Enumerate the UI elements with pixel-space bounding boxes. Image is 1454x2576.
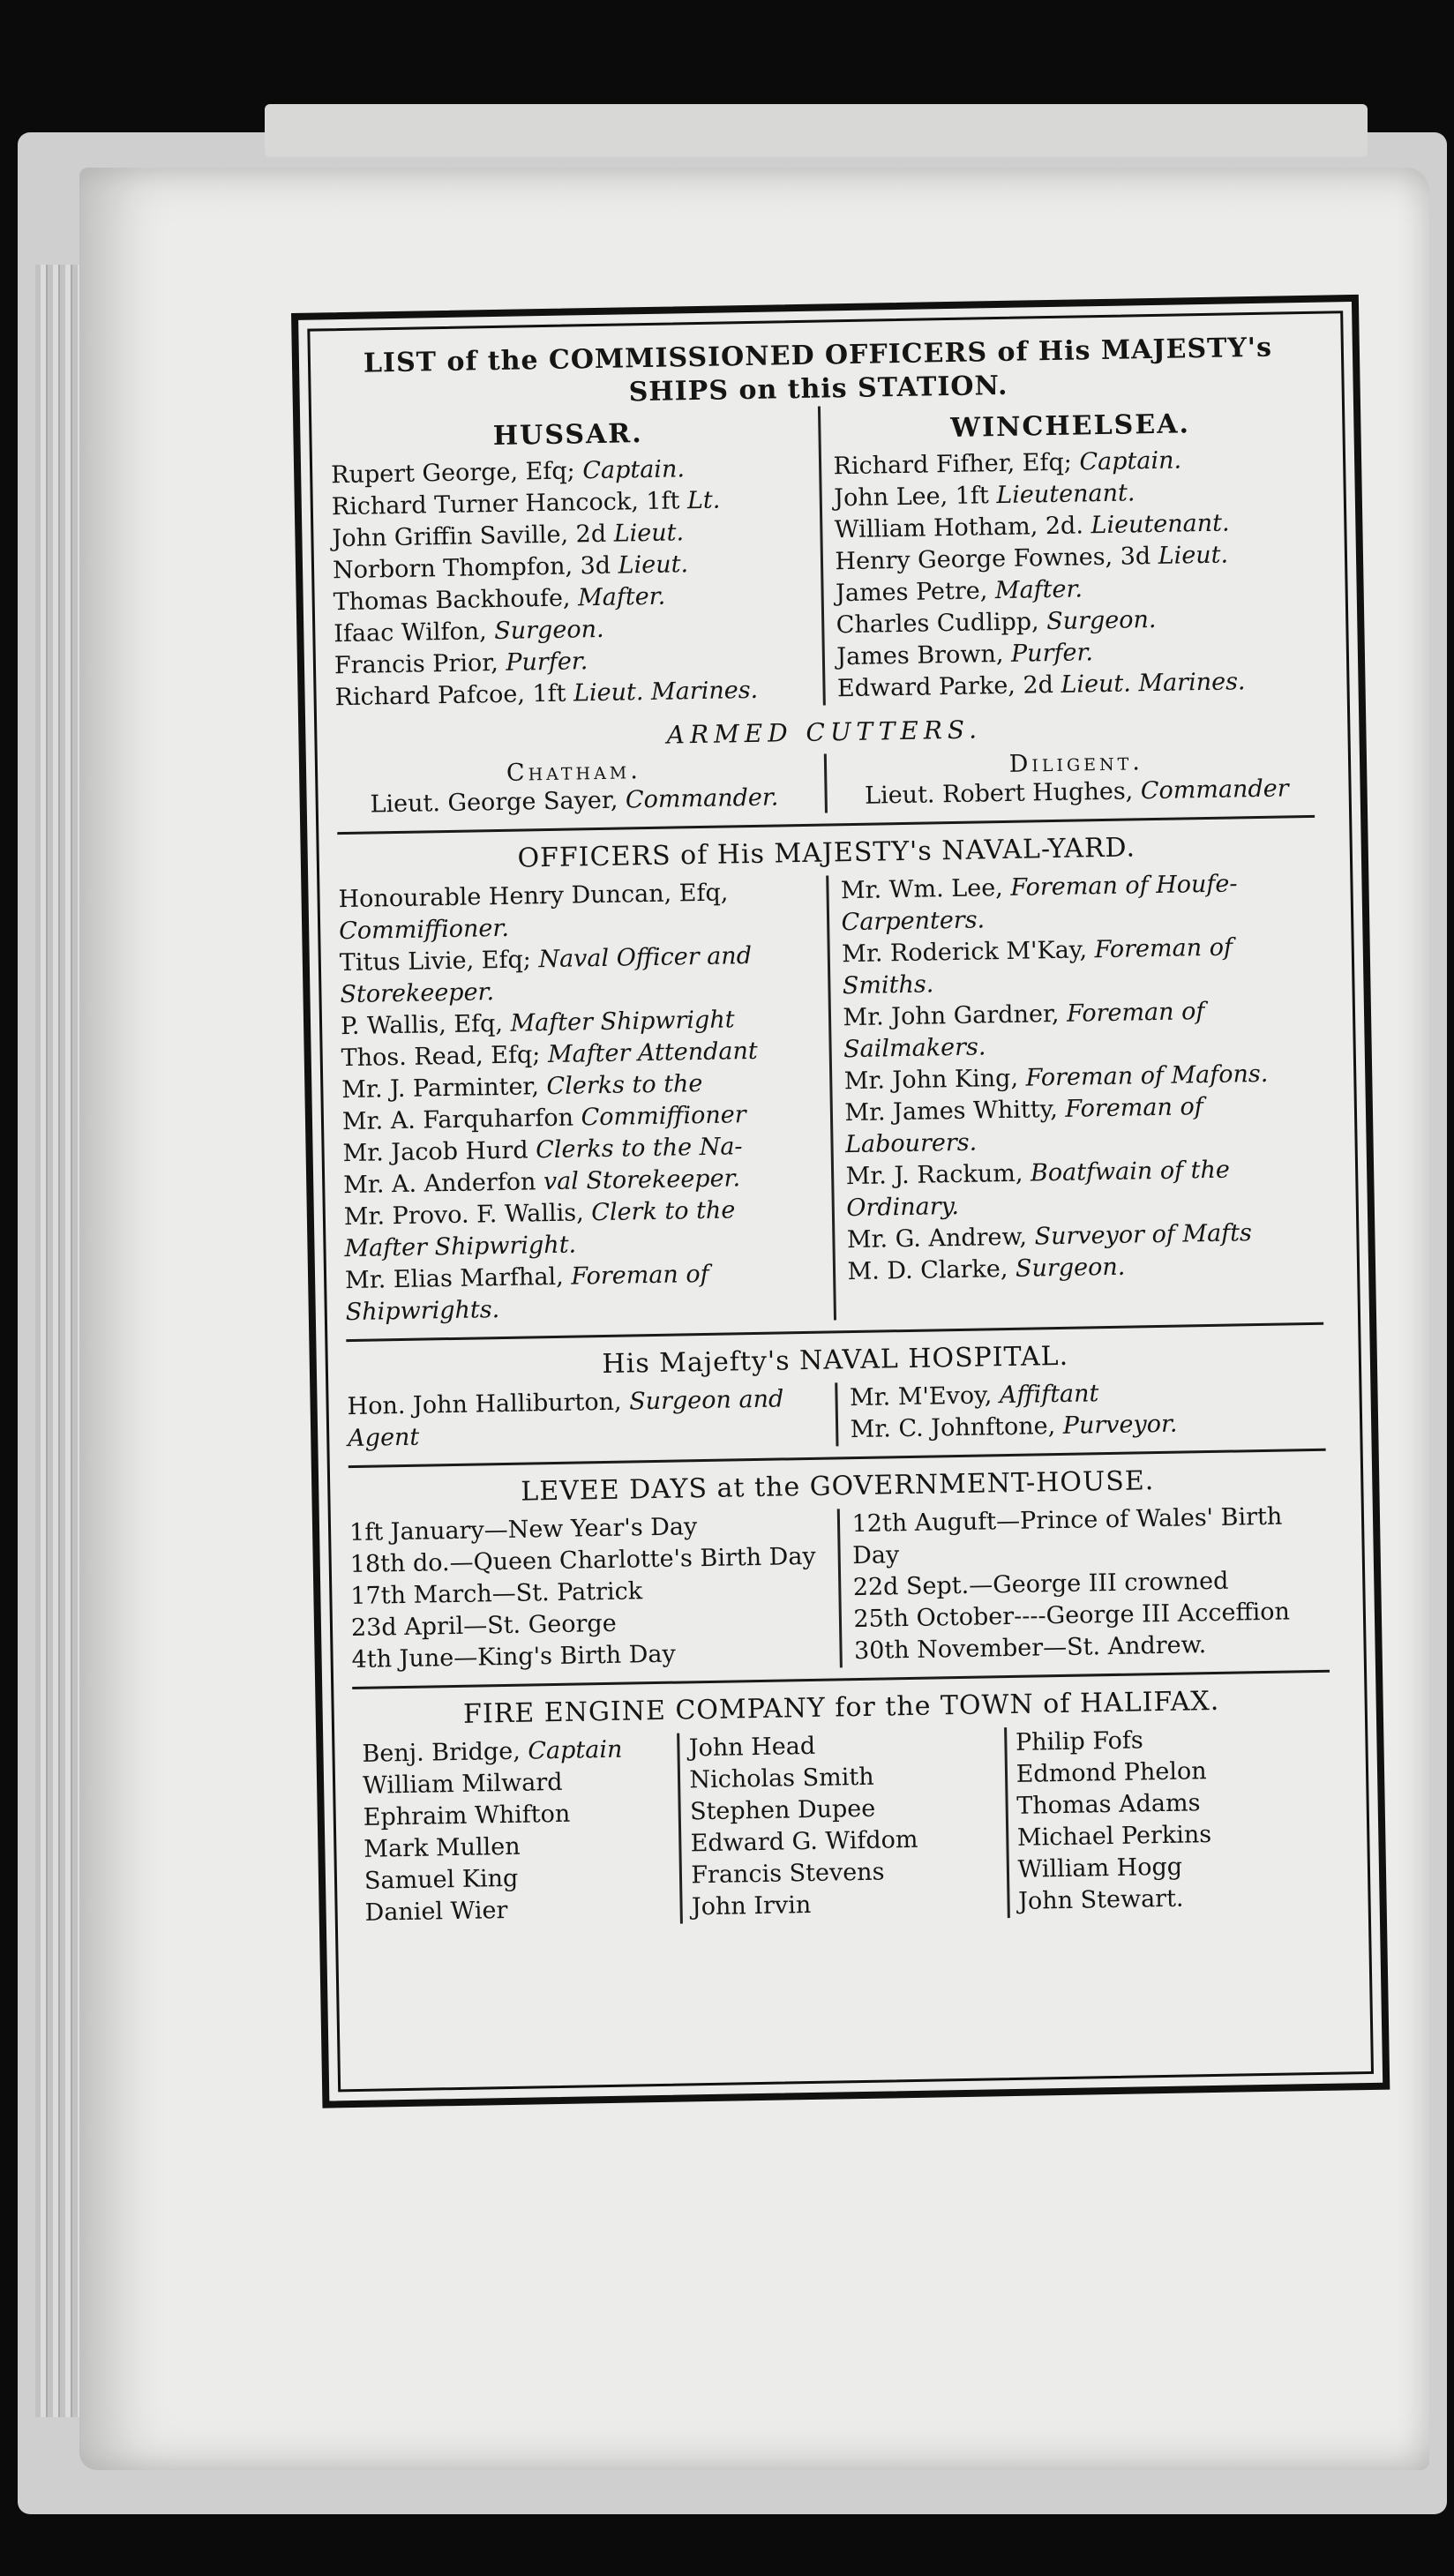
yard-officer: Mr. G. Andrew, Surveyor of Mafts [846, 1219, 1253, 1254]
hussar-column [330, 407, 825, 715]
member-name: Benj. Bridge, Captain [362, 1735, 623, 1768]
officer-line: Ifaac Wilfon, Surgeon. [334, 615, 604, 648]
member-name: Francis Stevens [691, 1858, 885, 1890]
levee-day: 30th November—St. Andrew. [853, 1631, 1207, 1666]
hospital-heading: His Majefty's NAVAL HOSPITAL. [602, 1340, 1069, 1381]
levee-day: 18th do.—Queen Charlotte's Birth Day [349, 1542, 816, 1579]
hospital-left [347, 1382, 838, 1455]
officer-line: Rupert George, Efq; Captain. [330, 455, 686, 490]
member-name: William Milward [362, 1768, 563, 1800]
member-name: William Hogg [1017, 1853, 1183, 1883]
title-line-2: SHIPS on this STATION. [628, 370, 1008, 408]
officer-line: Richard Turner Hancock, 1ft Lt. [331, 486, 721, 521]
officer-line: Richard Fifher, Efq; Captain. [833, 446, 1182, 481]
armed-cutters-heading: ARMED CUTTERS. [666, 715, 983, 750]
hospital-officer: Hon. John Halliburton, Surgeon and Agent [347, 1385, 784, 1453]
officer-line: William Hotham, 2d. Lieutenant. [834, 509, 1230, 544]
naval-yard-left [338, 875, 836, 1329]
levee-day: 25th October----George III Acceffion [853, 1598, 1291, 1634]
hospital-section [347, 1374, 1325, 1455]
yard-officer: Mr. J. Rackum, Boatfwain of the Ordinary. [845, 1156, 1231, 1223]
yard-officer: P. Wallis, Efq, Mafter Shipwright [340, 1006, 735, 1041]
levee-day: 1ft January—New Year's Day [349, 1513, 698, 1547]
yard-officer: Mr. J. Parminter, Clerks to the [341, 1069, 703, 1105]
member-name: Mark Mullen [364, 1832, 521, 1863]
member-name: Philip Fofs [1015, 1726, 1144, 1756]
member-name: Edmond Phelon [1016, 1757, 1207, 1788]
member-name: John Stewart. [1017, 1884, 1184, 1915]
officer-line: James Petre, Mafter. [835, 575, 1083, 608]
levee-day: 17th March—St. Patrick [350, 1577, 643, 1611]
document-frame [291, 295, 1390, 2108]
officer-line: John Lee, 1ft Lieutenant. [833, 479, 1135, 513]
officer-line: Norborn Thompfon, 3d Lieut. [332, 550, 689, 585]
hospital-right [837, 1374, 1326, 1447]
fire-engine-col-3 [1004, 1722, 1334, 1918]
yard-officer: Mr. A. Farquharfon Commiffioner [341, 1101, 746, 1136]
levee-left [349, 1509, 843, 1676]
officer-line: Charles Cudlipp, Surgeon. [836, 605, 1157, 640]
fire-engine-col-2 [677, 1727, 1007, 1923]
member-name: Daniel Wier [364, 1896, 508, 1927]
document-content [329, 331, 1334, 1929]
yard-officer: Mr. Wm. Lee, Foreman of Houfe-Carpenters. [840, 870, 1238, 937]
cutter-name-diligent: Diligent. [1008, 748, 1144, 778]
yard-officer: Mr. A. Anderfon val Storekeeper. [342, 1164, 741, 1200]
officer-line: James Brown, Purfer. [836, 639, 1094, 671]
yard-officer: Mr. Roderick M'Kay, Foreman of Smiths. [842, 933, 1233, 1000]
member-name: Nicholas Smith [689, 1763, 874, 1794]
fire-engine-section [353, 1722, 1334, 1929]
naval-yard-right [828, 867, 1323, 1321]
yard-officer: Mr. James Whitty, Foreman of Labourers. [844, 1093, 1203, 1159]
hospital-officer: Mr. C. Johnftone, Purveyor. [850, 1410, 1178, 1444]
yard-officer: Mr. John Gardner, Foreman of Sailmakers. [843, 998, 1205, 1064]
ships-section [330, 398, 1313, 714]
fire-engine-heading: FIRE ENGINE COMPANY for the TOWN of HALIFAX. [462, 1685, 1220, 1730]
member-name: Stephen Dupee [689, 1794, 876, 1826]
officer-line: Edward Parke, 2d Lieut. Marines. [836, 668, 1246, 703]
cutter-officer: Lieut. George Sayer, Commander. [370, 783, 779, 819]
cutter-name-chatham: Chatham. [506, 757, 642, 787]
fire-engine-col-1 [353, 1734, 680, 1929]
member-name: Michael Perkins [1016, 1821, 1212, 1852]
officer-line: Francis Prior, Purfer. [334, 648, 588, 680]
levee-right [839, 1501, 1330, 1668]
title-line-1: LIST of the COMMISSIONED OFFICERS of His MAJESTY's [363, 332, 1273, 379]
levee-day: 22d Sept.—George III crowned [852, 1567, 1229, 1602]
yard-officer: Thos. Read, Efq; Mafter Attendant [341, 1037, 758, 1073]
member-name: Samuel King [364, 1864, 519, 1895]
levee-day: 23d April—St. George [350, 1609, 617, 1643]
chatham-column [336, 753, 828, 821]
diligent-column [826, 745, 1315, 813]
officer-line: John Griffin Saville, 2d Lieut. [332, 519, 685, 553]
naval-yard-heading: OFFICERS of His MAJESTY's NAVAL-YARD. [517, 832, 1136, 874]
officer-line: Henry George Fownes, 3d Lieut. [835, 541, 1229, 576]
ship-name-winchelsea: WINCHELSEA. [950, 408, 1191, 444]
yard-officer: Honourable Henry Duncan, Efq, Commiffioner. [338, 879, 729, 946]
levee-day: 12th Auguft—Prince of Wales' Birth Day [851, 1502, 1283, 1570]
naval-yard-section [338, 867, 1323, 1329]
armed-cutters-section [336, 745, 1315, 821]
member-name: Thomas Adams [1016, 1789, 1201, 1820]
member-name: Ephraim Whifton [363, 1800, 571, 1831]
yard-officer: Mr. Jacob Hurd Clerks to the Na- [342, 1133, 743, 1168]
hospital-officer: Mr. M'Evoy, Affiftant [849, 1380, 1099, 1412]
levee-heading: LEVEE DAYS at the GOVERNMENT-HOUSE. [521, 1465, 1155, 1508]
page-top-edge [265, 104, 1368, 157]
yard-officer: Mr. John King, Foreman of Mafons. [843, 1060, 1269, 1096]
levee-section [349, 1501, 1330, 1676]
officer-line: Richard Pafcoe, 1ft Lieut. Marines. [334, 676, 759, 712]
officer-line: Thomas Backhoufe, Mafter. [333, 582, 666, 617]
yard-officer: Mr. Elias Marfhal, Foreman of Shipwrights. [344, 1260, 709, 1327]
member-name: John Head [688, 1732, 816, 1763]
yard-officer: M. D. Clarke, Surgeon. [847, 1253, 1126, 1286]
yard-officer: Mr. Provo. F. Wallis, Clerk to the Mafter Shipwright. [343, 1196, 736, 1263]
member-name: John Irvin [691, 1891, 812, 1921]
yard-officer: Titus Livie, Efq; Naval Officer and Storekeeper. [339, 942, 753, 1009]
cutter-officer: Lieut. Robert Hughes, Commander [864, 775, 1289, 810]
levee-day: 4th June—King's Birth Day [351, 1640, 676, 1674]
ship-name-hussar: HUSSAR. [492, 418, 643, 453]
winchelsea-column [820, 398, 1312, 706]
member-name: Edward G. Wifdom [690, 1825, 918, 1858]
